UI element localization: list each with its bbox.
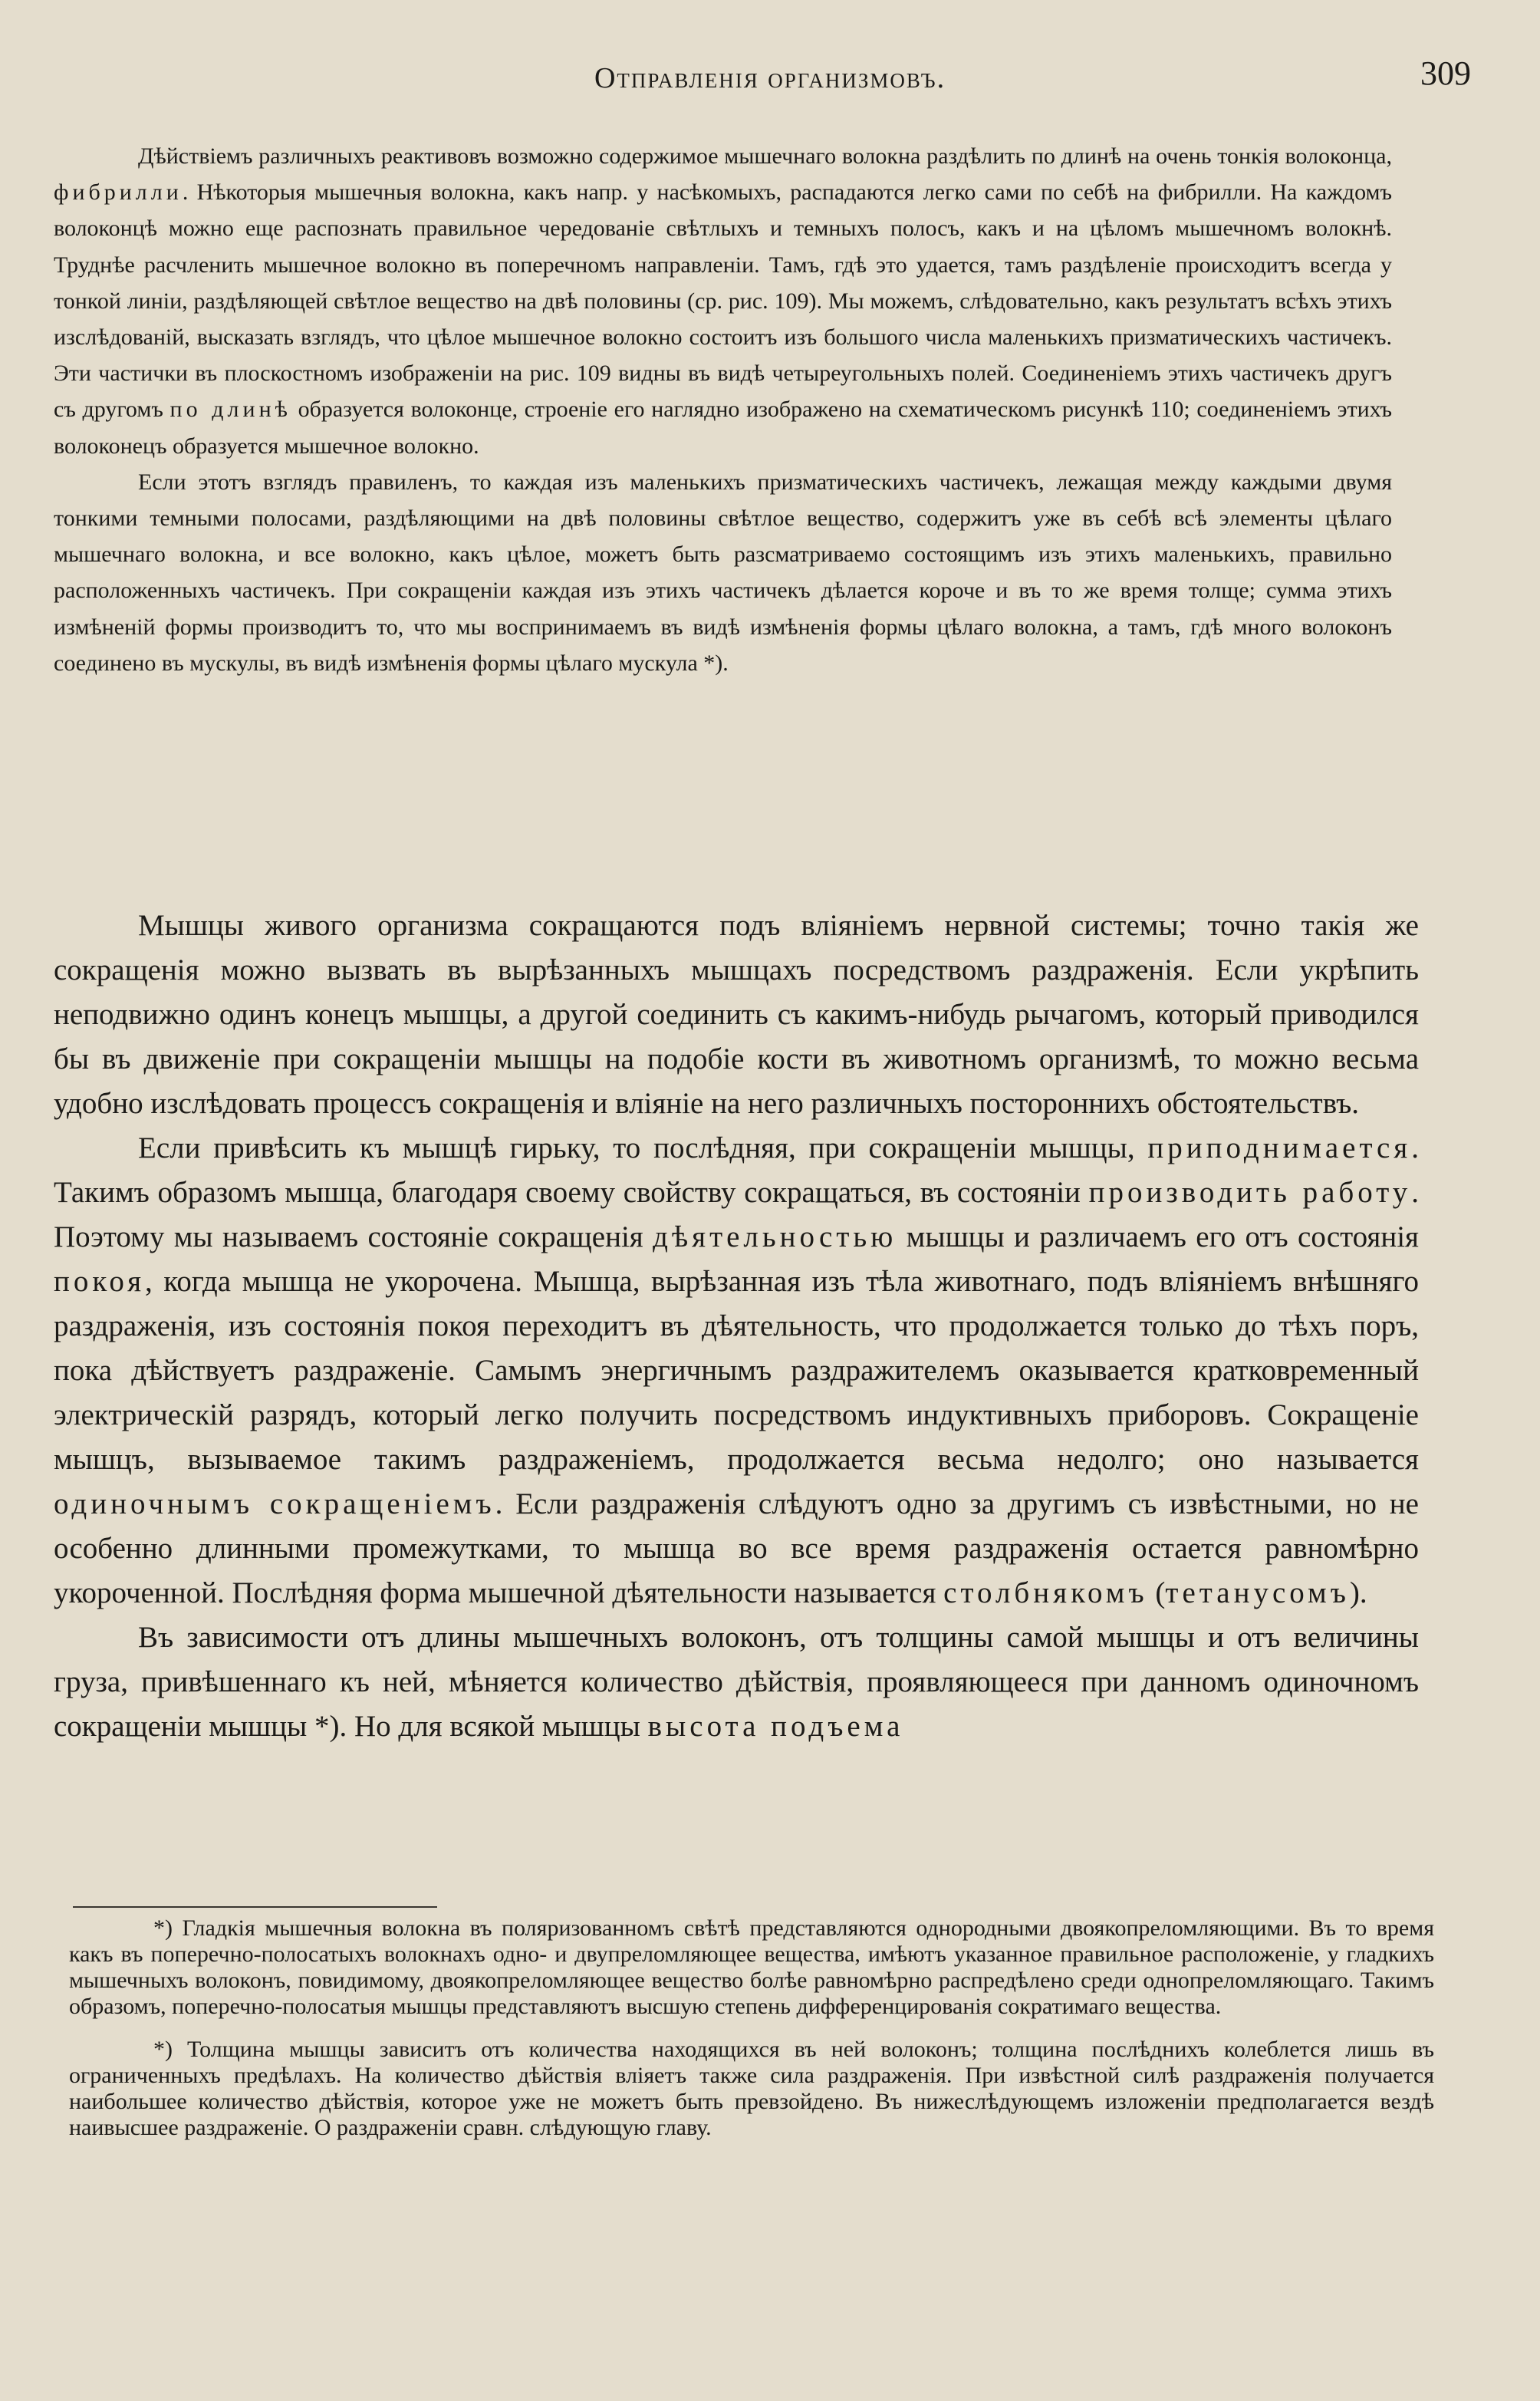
text-run: (: [1147, 1576, 1166, 1609]
small-print-section: [54, 138, 1392, 681]
spaced-term: приподнимается: [1147, 1131, 1412, 1164]
text-run: . Такимъ образомъ мышца, благодаря своему свойству сокращаться, въ состояніи: [54, 1131, 1419, 1209]
paragraph: [54, 1126, 1419, 1615]
spaced-term: одиночнымъ сокращеніемъ: [54, 1487, 495, 1520]
paragraph: Если этотъ взглядъ правиленъ, то каждая изъ маленькихъ призматическихъ частичекъ, лежащая между каждыми двумя тонкими темными полосами, раздѣляющими на двѣ половины свѣтлое вещество, содержитъ уже въ себѣ всѣ элементы цѣлаго мышечнаго волокна, и все волокно, какъ цѣлое, можетъ быть разсматриваемо состоящимъ изъ этихъ маленькихъ, правильно расположенныхъ частичекъ. При сокращеніи каждая изъ этихъ частичекъ дѣлается короче и въ то же время толще; сумма этихъ измѣненій формы производитъ то, что мы воспринимаемъ въ видѣ измѣненія формы цѣлаго волокна, а тамъ, гдѣ много волоконъ соединено въ мускулы, въ видѣ измѣненія формы цѣлаго мускула *).: [54, 469, 1392, 676]
spaced-term: тетанусомъ: [1165, 1576, 1350, 1609]
spaced-term: по длинѣ: [169, 397, 291, 423]
text-run: , когда мышца не укорочена. Мышца, вырѣзанная изъ тѣла животнаго, подъ вліяніемъ внѣшняго раздраженія, изъ состоянія покоя переходитъ въ дѣятельность, что продолжается только до тѣхъ поръ, пока дѣйствуетъ раздраженіе. Самымъ энергичнымъ раздражителемъ оказывается кратковременный электрическій разрядъ, который легко получить посредствомъ индуктивныхъ приборовъ. Сокращеніе мышцъ, вызываемое такимъ раздраженіемъ, продолжается весьма недолго; оно называется: [54, 1265, 1419, 1476]
page-number: 309: [1420, 54, 1471, 92]
footnote: *) Гладкія мышечныя волокна въ поляризованномъ свѣтѣ представляются однородными двоякопреломляющими. Въ то время какъ въ поперечно-полосатыхъ волокнахъ одно- и двупреломляющее вещества, имѣютъ указанное правильное расположеніе, у гладкихъ мышечныхъ волоконъ, повидимому, двоякопреломляющее вещество болѣе равномѣрно распредѣлено среди однопреломляющаго. Такимъ образомъ, поперечно-полосатыя мышцы представляютъ высшую степень дифференцированія сократимаго вещества.: [69, 1915, 1434, 2019]
text-run: Дѣйствіемъ различныхъ реактивовъ возможно содержимое мышечнаго волокна раздѣлить по длинѣ на очень тонкія волоконца,: [138, 143, 1392, 169]
spaced-term: столбнякомъ: [943, 1576, 1148, 1609]
page-header: [69, 54, 1471, 107]
paragraph: Мышцы живого организма сокращаются подъ вліяніемъ нервной системы; точно такія же сокращенія можно вызвать въ вырѣзанныхъ мышцахъ посредствомъ раздраженія. Если укрѣпить неподвижно одинъ конецъ мышцы, а другой соединить съ какимъ-нибудь рычагомъ, который приводился бы въ движеніе при сокращеніи мышцы на подобіе кости въ животномъ организмѣ, то можно весьма удобно изслѣдовать процессъ сокращенія и вліяніе на него различныхъ постороннихъ обстоятельствъ.: [54, 909, 1419, 1120]
text-run: мышцы и различаемъ его отъ состоянія: [897, 1220, 1420, 1253]
footnotes: [69, 1915, 1434, 2158]
spaced-term: производить работу: [1088, 1176, 1412, 1209]
text-run: . Нѣкоторыя мышечныя волокна, какъ напр. у насѣкомыхъ, распадаются легко сами по себѣ на фибрилли. На каждомъ волоконцѣ можно еще распознать правильное чередованіе свѣтлыхъ и темныхъ полосъ, какъ и на цѣломъ мышечномъ волокнѣ. Труднѣе расчленить мышечное волокно въ поперечномъ направленіи. Тамъ, гдѣ это удается, тамъ раздѣленіе происходитъ всегда у тонкой линіи, раздѣляющей свѣтлое вещество на двѣ половины (ср. рис. 109). Мы можемъ, слѣдовательно, какъ результатъ всѣхъ этихъ изслѣдованій, высказать взглядъ, что цѣлое мышечное волокно состоитъ изъ большого числа маленькихъ призматическихъ частичекъ. Эти частички въ плоскостномъ изображеніи на рис. 109 видны въ видѣ четыреугольныхъ полей. Соединеніемъ этихъ частичекъ другъ съ другомъ: [54, 179, 1392, 423]
main-body-text: [54, 904, 1419, 1749]
text-run: . Поэтому мы называемъ состояніе сокращенія: [54, 1176, 1419, 1253]
text-run: ).: [1349, 1576, 1367, 1609]
text-run: Если привѣсить къ мышцѣ гирьку, то послѣдняя, при сокращеніи мышцы,: [138, 1131, 1148, 1164]
spaced-term: дѣятельностью: [653, 1220, 897, 1253]
spaced-term: фибрилли: [54, 179, 183, 206]
spaced-term: покоя: [54, 1265, 146, 1298]
footnote-divider: [73, 1906, 437, 1908]
text-run: образуется волоконце, строеніе его наглядно изображено на схематическомъ рисункѣ 110; соединеніемъ этихъ волоконецъ образуется мышечное волокно.: [54, 397, 1392, 459]
spaced-term: высота подъема: [647, 1710, 904, 1743]
text-run: . Если раздраженія слѣдуютъ одно за другимъ съ извѣстными, но не особенно длинными промежутками, то мышца во все время раздраженія остается равномѣрно укороченной. Послѣдняя форма мышечной дѣятельности называется: [54, 1487, 1419, 1609]
running-title: Отправленія организмовъ.: [594, 62, 946, 94]
paragraph: [54, 138, 1392, 464]
footnote: *) Толщина мышцы зависитъ отъ количества находящихся въ ней волоконъ; толщина послѣднихъ колеблется лишь въ ограниченныхъ предѣлахъ. На количество дѣйствія вліяетъ также сила раздраженія. При извѣстной силѣ раздраженія получается наибольшее количество дѣйствія, которое уже не можетъ быть превзойдено. Въ нижеслѣдующемъ изложеніи предполагается вездѣ наивысшее раздраженіе. О раздраженіи сравн. слѣдующую главу.: [69, 2037, 1434, 2140]
text-run: Въ зависимости отъ длины мышечныхъ волоконъ, отъ толщины самой мышцы и отъ величины груза, привѣшеннаго къ ней, мѣняется количество дѣйствія, проявляющееся при данномъ одиночномъ сокращеніи мышцы *). Но для всякой мышцы: [54, 1621, 1419, 1743]
paragraph: [54, 1615, 1419, 1749]
